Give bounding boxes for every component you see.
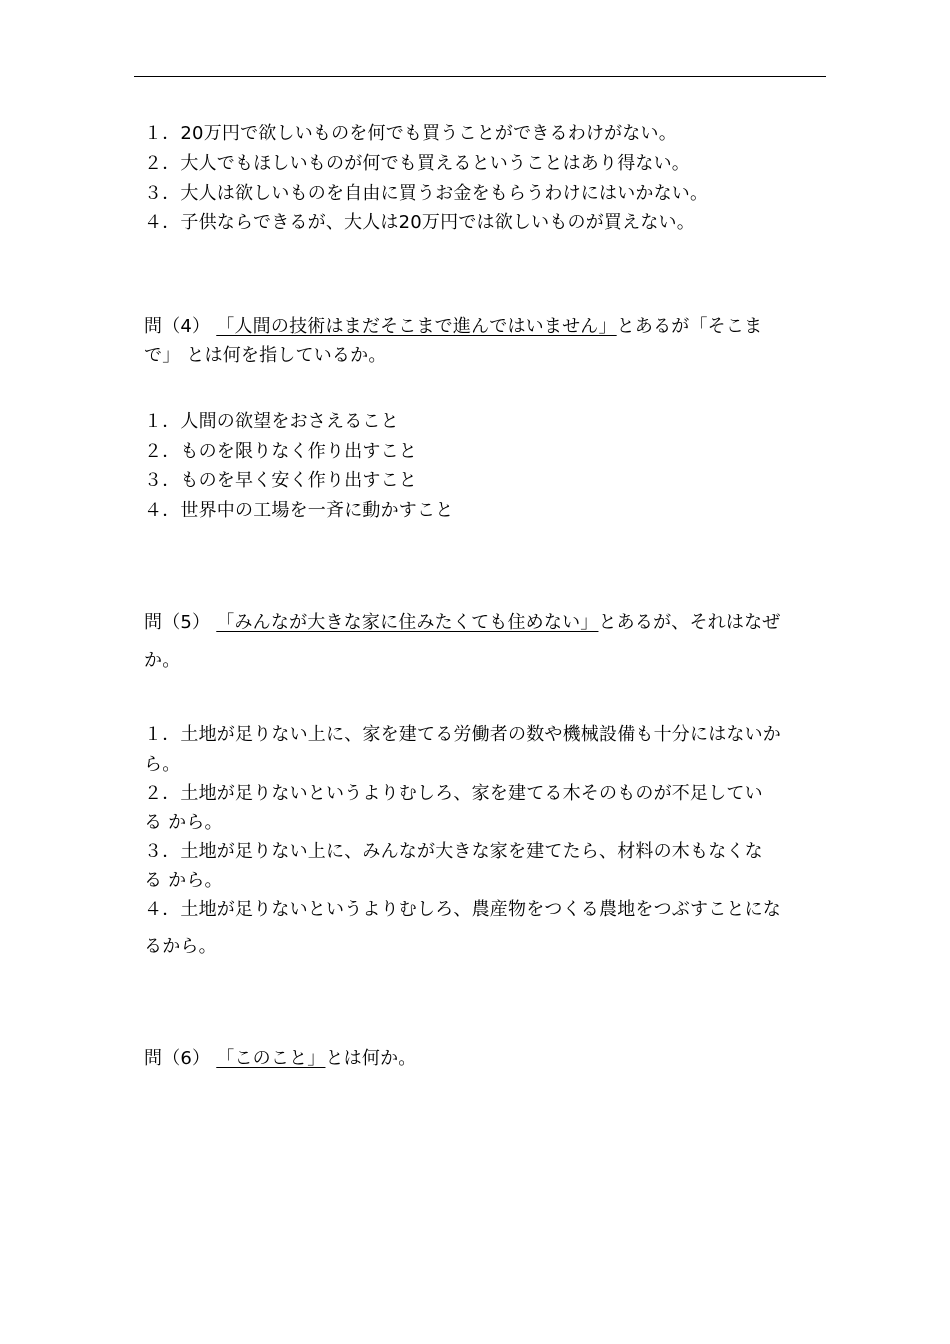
- q4-prompt-line1: [144, 315, 762, 339]
- q4-option-1: １．人間の欲望をおさえること: [144, 411, 399, 432]
- q4-option-2: ２．ものを限りなく作り出すこと: [144, 441, 417, 462]
- q4-prompt-line2: で」 とは何を指しているか。: [144, 345, 387, 366]
- q4-option-4: ４．世界中の工場を一斉に動かすこと: [144, 500, 454, 521]
- q6-prompt-rest: とは何か。: [325, 1048, 417, 1069]
- q5-option-2-line2: る から。: [144, 812, 223, 833]
- q5-label: 問（5）: [144, 612, 211, 633]
- q5-option-2-line1: ２．土地が足りないというよりむしろ、家を建てる木そのものが不足してい: [144, 783, 763, 804]
- q5-prompt-rest: とあるが、それはなぜ: [598, 612, 781, 633]
- q3-option-4: ４．子供ならできるが、大人は20万円では欲しいものが買えない。: [144, 212, 695, 233]
- q5-prompt-line1: [144, 611, 780, 635]
- q5-option-4-line2: るから。: [144, 936, 217, 957]
- q6-label: 問（6）: [144, 1048, 211, 1069]
- q4-prompt-rest: とあるが「そこま: [616, 316, 763, 337]
- q5-prompt-line2: か。: [144, 650, 181, 671]
- q4-quote: 「人間の技術はまだそこまで進んではいません」: [216, 316, 617, 337]
- q5-option-1-line2: ら。: [144, 754, 181, 775]
- q5-quote: 「みんなが大きな家に住みたくても住めない」: [216, 612, 599, 633]
- q3-option-1: １．20万円で欲しいものを何でも買うことができるわけがない。: [144, 123, 677, 144]
- q5-option-1-line1: １．土地が足りない上に、家を建てる労働者の数や機械設備も十分にはないか: [144, 724, 781, 745]
- q3-option-2: ２．大人でもほしいものが何でも買えるということはあり得ない。: [144, 153, 690, 174]
- q4-option-3: ３．ものを早く安く作り出すこと: [144, 470, 417, 491]
- q5-option-4-line1: ４．土地が足りないというよりむしろ、農産物をつくる農地をつぶすことにな: [144, 899, 781, 920]
- top-rule: [134, 76, 826, 77]
- q6-quote: 「このこと」: [216, 1048, 326, 1069]
- q5-option-3-line2: る から。: [144, 870, 223, 891]
- q3-option-3: ３．大人は欲しいものを自由に買うお金をもらうわけにはいかない。: [144, 183, 709, 204]
- q6-prompt: [144, 1047, 416, 1071]
- q5-option-3-line1: ３．土地が足りない上に、みんなが大きな家を建てたら、材料の木もなくな: [144, 841, 763, 862]
- q4-label: 問（4）: [144, 316, 211, 337]
